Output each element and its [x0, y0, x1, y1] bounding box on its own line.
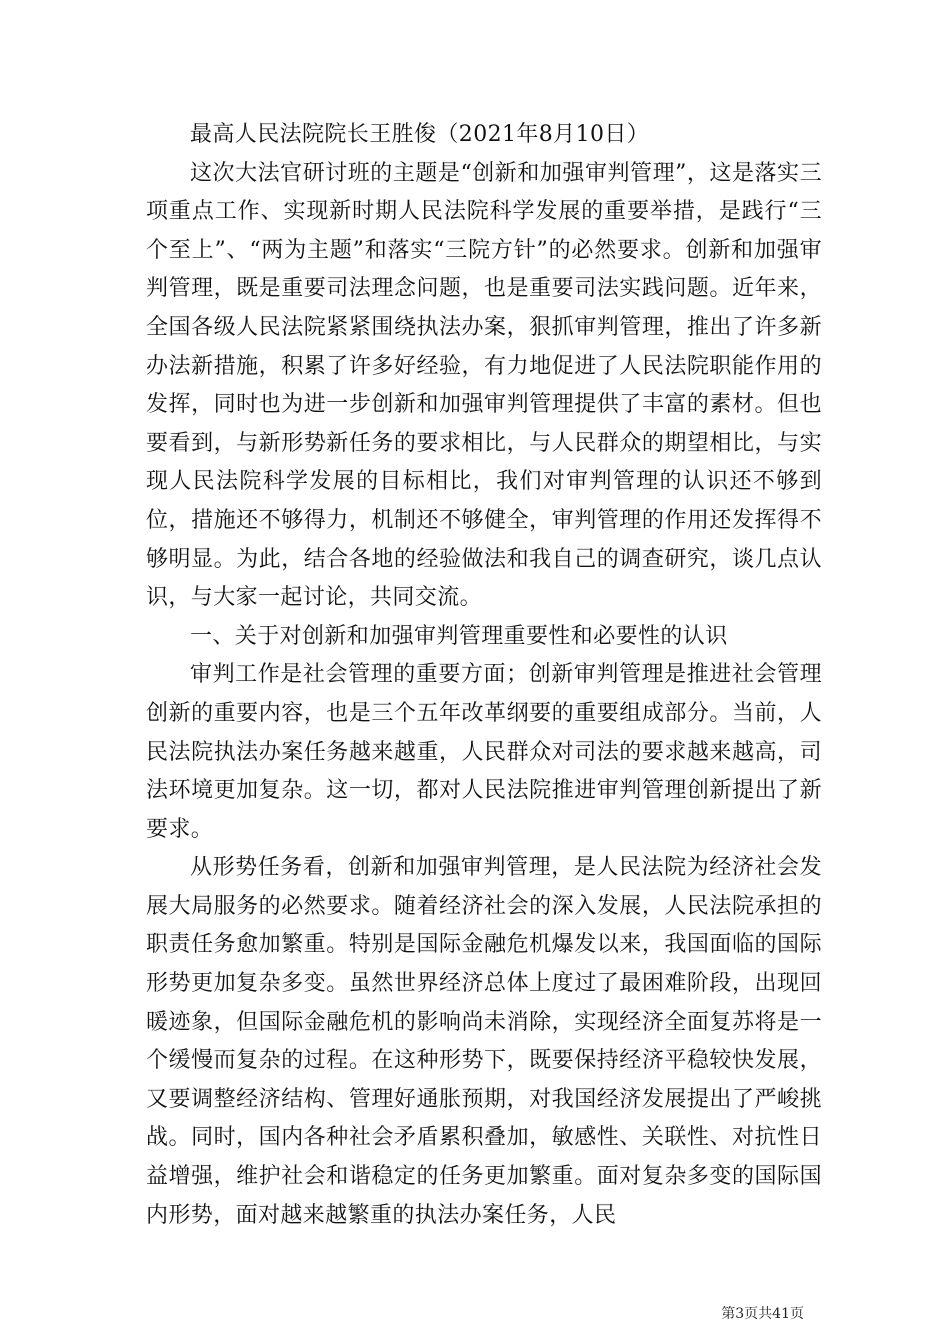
- document-body: [146, 116, 822, 1235]
- body-paragraph: 这次大法官研讨班的主题是“创新和加强审判管理”，这是落实三项重点工作、实现新时期人民法院科学发展的重要举措，是践行“三个至上”、“两为主题”和落实“三院方针”的必然要求。创新和加强审判管理，既是重要司法理念问题，也是重要司法实践问题。近年来，全国各级人民法院紧紧围绕执法办案，狠抓审判管理，推出了许多新办法新措施，积累了许多好经验，有力地促进了人民法院职能作用的发挥，同时也为进一步创新和加强审判管理提供了丰富的素材。但也要看到，与新形势新任务的要求相比，与人民群众的期望相比，与实现人民法院科学发展的目标相比，我们对审判管理的认识还不够到位，措施还不够得力，机制还不够健全，审判管理的作用还发挥得不够明显。为此，结合各地的经验做法和我自己的调查研究，谈几点认识，与大家一起讨论，共同交流。: [146, 160, 822, 611]
- byline-paragraph: 最高人民法院院长王胜俊（2021年8月10日）: [190, 122, 650, 147]
- body-paragraph: 审判工作是社会管理的重要方面；创新审判管理是推进社会管理创新的重要内容，也是三个五年改革纲要的重要组成部分。当前，人民法院执法办案任务越来越重，人民群众对司法的要求越来越高，司法环境更加复杂。这一切，都对人民法院推进审判管理创新提出了新要求。: [146, 662, 822, 842]
- page-number: 第3页共41页: [721, 1306, 804, 1322]
- body-paragraph: 从形势任务看，创新和加强审判管理，是人民法院为经济社会发展大局服务的必然要求。随着经济社会的深入发展，人民法院承担的职责任务愈加繁重。特别是国际金融危机爆发以来，我国面临的国际形势更加复杂多变。虽然世界经济总体上度过了最困难阶段，出现回暖迹象，但国际金融危机的影响尚未消除，实现经济全面复苏将是一个缓慢而复杂的过程。在这种形势下，既要保持经济平稳较快发展，又要调整经济结构、管理好通胀预期，对我国经济发展提出了严峻挑战。同时，国内各种社会矛盾累积叠加，敏感性、关联性、对抗性日益增强，维护社会和谐稳定的任务更加繁重。面对复杂多变的国际国内形势，面对越来越繁重的执法办案任务，人民: [146, 855, 822, 1228]
- section-heading: 一、关于对创新和加强审判管理重要性和必要性的认识: [190, 623, 728, 649]
